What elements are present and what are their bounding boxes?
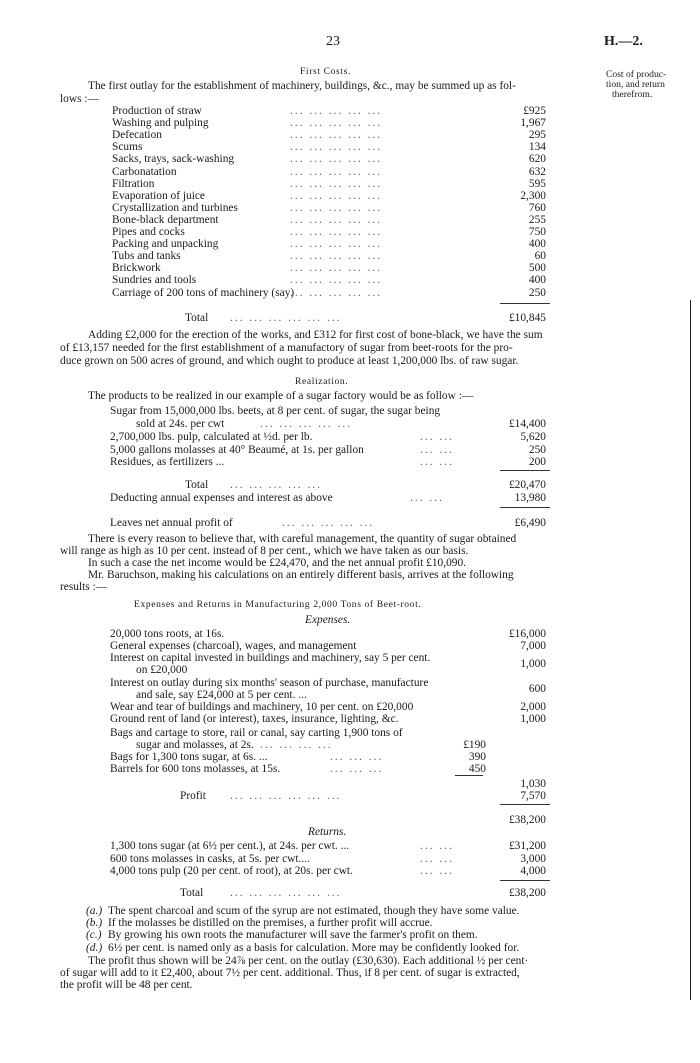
expense-row-label: Wear and tear of buildings and machinery, 10 per cent. on £20,000 bbox=[110, 700, 414, 713]
note-text: By growing his own roots the manufacturer will save the farmer's profit on them. bbox=[108, 929, 478, 942]
expenses-bags-line2: sugar and molasses, at 2s. bbox=[136, 739, 254, 751]
realization-profit-rule bbox=[500, 507, 550, 508]
first-cost-item-leader: ... ... ... ... ... bbox=[290, 274, 383, 287]
first-cost-item-leader: ... ... ... ... ... bbox=[290, 129, 383, 142]
first-cost-item-leader: ... ... ... ... ... bbox=[290, 177, 383, 190]
returns-item-label: 4,000 tons pulp (20 per cent. of root), at 20s. per cwt. bbox=[110, 865, 353, 877]
first-cost-item-label: Scums bbox=[112, 141, 143, 154]
first-cost-item-value: 620 bbox=[528, 153, 546, 166]
expenses-returns-heading: Expenses and Returns in Manufacturing 2,000 Tons of Beet-root. bbox=[134, 599, 422, 610]
first-cost-item-label: Carbonatation bbox=[112, 165, 177, 178]
expense-sub-item-value: 390 bbox=[468, 751, 486, 763]
realization-deduct-label: Deducting annual expenses and interest as above bbox=[110, 492, 333, 504]
first-cost-item-value: 595 bbox=[528, 177, 546, 190]
first-cost-item-leader: ... ... ... ... ... bbox=[290, 117, 383, 130]
first-cost-item-label: Sacks, trays, sack-washing bbox=[112, 153, 235, 166]
first-costs-para-1: Adding £2,000 for the erection of the works, and £312 for first cost of bone-black, we have the sum bbox=[88, 329, 543, 341]
first-cost-item-value: 134 bbox=[528, 141, 546, 154]
first-cost-item-leader: ... ... ... ... ... bbox=[290, 262, 383, 275]
first-cost-item-leader: ... ... ... ... ... bbox=[290, 286, 383, 299]
expenses-sub-rule bbox=[455, 775, 483, 776]
realization-item-label: 2,700,000 lbs. pulp, calculated at ½d. per lb. bbox=[110, 431, 313, 443]
first-cost-item-label: Defecation bbox=[112, 129, 162, 142]
realization-item1-leader: ... ... ... ... ... bbox=[260, 418, 353, 430]
expense-row-value: £16,000 bbox=[508, 628, 546, 640]
first-cost-item-value: 60 bbox=[534, 250, 546, 263]
realization-profit-leader: ... ... ... ... ... bbox=[282, 517, 375, 529]
note-mark: (b.) bbox=[86, 917, 103, 930]
expenses-bags-value: £190 bbox=[463, 739, 486, 751]
first-cost-item-value: 295 bbox=[528, 129, 546, 142]
realization-item-label: 5,000 gallons molasses at 40° Beaumé, at 1s. per gallon bbox=[110, 443, 364, 456]
realization-heading: Realization. bbox=[295, 376, 349, 387]
expense-row-value: 7,000 bbox=[520, 640, 546, 653]
first-cost-item-label: Sundries and tools bbox=[112, 274, 197, 287]
note-mark: (d.) bbox=[86, 941, 103, 954]
realization-item-leader: ... ... bbox=[420, 431, 454, 443]
returns-total-label: Total bbox=[180, 887, 204, 899]
first-cost-item-label: Brickwork bbox=[112, 262, 161, 275]
expenses-bags-line1: Bags and cartage to store, rail or canal, say carting 1,900 tons of bbox=[110, 727, 403, 739]
scan-edge-line bbox=[690, 300, 691, 1000]
first-costs-total-value: £10,845 bbox=[508, 312, 546, 324]
note-text: 6½ per cent. is named only as a basis for calculation. More may be confidently looked for. bbox=[108, 941, 520, 954]
realization-deduct-leader: ... ... bbox=[410, 492, 444, 504]
expense-row-value: 2,000 bbox=[520, 700, 546, 713]
realization-deduct-value: 13,980 bbox=[514, 492, 546, 504]
realization-profit-value: £6,490 bbox=[514, 517, 546, 529]
first-costs-total-leader: ... ... ... ... ... ... bbox=[230, 312, 342, 324]
returns-item-label: 600 tons molasses in casks, at 5s. per cwt.... bbox=[110, 852, 310, 865]
expense-sub-item-label: Bags for 1,300 tons sugar, at 6s. ... bbox=[110, 751, 268, 763]
expenses-subheading: Expenses. bbox=[305, 614, 351, 626]
expenses-profit-value: 7,570 bbox=[520, 790, 546, 802]
first-cost-item-label: Crystallization and turbines bbox=[112, 201, 238, 214]
first-cost-item-value: 1,967 bbox=[520, 117, 546, 130]
first-cost-item-leader: ... ... ... ... ... bbox=[290, 250, 383, 263]
first-cost-item-label: Evaporation of juice bbox=[112, 189, 205, 202]
realization-item-value: 5,620 bbox=[520, 431, 546, 443]
first-cost-item-label: Packing and unpacking bbox=[112, 238, 219, 251]
realization-item-leader: ... ... bbox=[420, 456, 454, 468]
expense-sub-item-label: Barrels for 600 tons molasses, at 15s. bbox=[110, 763, 281, 775]
closing-line-2: of sugar will add to it £2,400, about 7½ per cent. additional. Thus, if 8 per cent. of sugar is extracted, bbox=[60, 967, 520, 979]
first-cost-item-value: 255 bbox=[528, 213, 546, 226]
first-costs-total-rule bbox=[500, 303, 550, 304]
expense-row-label-cont: on £20,000 bbox=[136, 664, 188, 677]
expenses-grand-total: £38,200 bbox=[508, 814, 546, 826]
first-cost-item-value: £925 bbox=[523, 105, 546, 117]
realization-intro: The products to be realized in our example of a sugar factory would be as follow :— bbox=[88, 390, 474, 402]
expense-sub-item-leader: ... ... ... bbox=[330, 763, 384, 775]
expense-row-value: 600 bbox=[528, 682, 546, 695]
expense-row-label: Interest on capital invested in buildings and machinery, say 5 per cent. bbox=[110, 652, 431, 665]
first-cost-item-value: 750 bbox=[528, 226, 546, 238]
note-mark: (a.) bbox=[86, 905, 103, 917]
first-cost-item-leader: ... ... ... ... ... bbox=[290, 189, 383, 202]
first-costs-intro-2: lows :— bbox=[60, 93, 99, 105]
expenses-profit-leader: ... ... ... ... ... ... bbox=[230, 790, 342, 802]
first-cost-item-leader: ... ... ... ... ... bbox=[290, 105, 383, 117]
expense-row-value: 1,000 bbox=[520, 713, 546, 725]
first-costs-para-2: of £13,157 needed for the first establishment of a manufactory of sugar from beet-roots for the pro- bbox=[60, 342, 513, 354]
margin-note-line-1: Cost of produc- bbox=[606, 69, 667, 80]
returns-total-leader: ... ... ... ... ... ... bbox=[230, 887, 342, 899]
returns-item-label: 1,300 tons sugar (at 6½ per cent.), at 24s. per cwt. ... bbox=[110, 840, 350, 852]
first-costs-total-label: Total bbox=[185, 312, 209, 324]
realization-para-1: There is every reason to believe that, with careful management, the quantity of sugar obtained bbox=[88, 533, 517, 545]
returns-total-value: £38,200 bbox=[508, 887, 546, 899]
realization-item-value: 250 bbox=[528, 443, 546, 456]
first-cost-item-value: 760 bbox=[528, 201, 546, 214]
expense-sub-item-value: 450 bbox=[468, 763, 486, 775]
first-cost-item-value: 500 bbox=[528, 262, 546, 275]
closing-line-1: The profit thus shown will be 24⅞ per cent. on the outlay (£30,630). Each additional ½ per cent· bbox=[88, 955, 529, 967]
realization-item1-line2: sold at 24s. per cwt bbox=[136, 418, 225, 430]
returns-item-value: 3,000 bbox=[520, 852, 546, 865]
returns-subheading: Returns. bbox=[308, 826, 347, 838]
first-cost-item-leader: ... ... ... ... ... bbox=[290, 141, 383, 154]
page-number: 23 bbox=[326, 34, 340, 49]
expense-sub-item-leader: ... ... ... bbox=[330, 751, 384, 763]
note-text: If the molasses be distilled on the premises, a further profit will accrue. bbox=[108, 917, 433, 930]
margin-note-line-3: therefrom. bbox=[612, 89, 653, 100]
first-cost-item-value: 632 bbox=[528, 165, 546, 178]
realization-item-label: Residues, as fertilizers ... bbox=[110, 456, 225, 468]
returns-item-leader: ... ... bbox=[420, 852, 454, 865]
realization-item-leader: ... ... bbox=[420, 443, 454, 456]
first-cost-item-label: Washing and pulping bbox=[112, 117, 209, 130]
returns-total-rule bbox=[500, 880, 550, 881]
first-cost-item-leader: ... ... ... ... ... bbox=[290, 213, 383, 226]
realization-para-3: In such a case the net income would be £24,470, and the net annual profit £10,090. bbox=[88, 557, 467, 569]
first-cost-item-leader: ... ... ... ... ... bbox=[290, 238, 383, 251]
expense-row-label: General expenses (charcoal), wages, and management bbox=[110, 640, 357, 653]
returns-item-value: £31,200 bbox=[508, 840, 546, 852]
first-cost-item-leader: ... ... ... ... ... bbox=[290, 153, 383, 166]
expense-row-label: 20,000 tons roots, at 16s. bbox=[110, 628, 225, 640]
realization-total-label: Total bbox=[185, 479, 209, 491]
expense-row-label: Interest on outlay during six months' season of purchase, manufacture bbox=[110, 676, 429, 689]
expenses-profit-label: Profit bbox=[180, 790, 206, 802]
expenses-total-rule bbox=[500, 804, 550, 805]
first-costs-para-3: duce grown on 500 acres of ground, and which ought to produce at least 1,200,000 lbs. of raw sugar. bbox=[60, 355, 519, 367]
first-cost-item-leader: ... ... ... ... ... bbox=[290, 201, 383, 214]
realization-item-value: 200 bbox=[528, 456, 546, 468]
realization-item1-line1: Sugar from 15,000,000 lbs. beets, at 8 per cent. of sugar, the sugar being bbox=[110, 405, 441, 417]
first-cost-item-value: 250 bbox=[528, 286, 546, 299]
realization-para-5: results :— bbox=[60, 581, 108, 593]
expenses-sub-total: 1,030 bbox=[520, 778, 546, 790]
first-cost-item-label: Bone-black department bbox=[112, 213, 219, 226]
expense-row-value: 1,000 bbox=[520, 658, 546, 671]
margin-note-line-2: tion, and return bbox=[606, 79, 665, 90]
document-id: H.—2. bbox=[604, 34, 643, 49]
expense-row-label-cont: and sale, say £24,000 at 5 per cent. ... bbox=[136, 688, 307, 701]
first-cost-item-label: Pipes and cocks bbox=[112, 226, 185, 238]
first-cost-item-value: 400 bbox=[528, 238, 546, 251]
realization-total-rule bbox=[500, 470, 550, 471]
closing-line-3: the profit will be 48 per cent. bbox=[60, 979, 193, 991]
realization-para-2: will range as high as 10 per cent. instead of 8 per cent., which we have taken as our basis. bbox=[60, 545, 469, 557]
first-costs-intro-1: The first outlay for the establishment of machinery, buildings, &c., may be summed up as fol- bbox=[88, 80, 516, 92]
note-text: The spent charcoal and scum of the syrup are not estimated, though they have some value. bbox=[108, 905, 520, 917]
realization-profit-label: Leaves net annual profit of bbox=[110, 517, 233, 529]
returns-item-value: 4,000 bbox=[520, 865, 546, 877]
returns-item-leader: ... ... bbox=[420, 865, 454, 877]
realization-para-4: Mr. Baruchson, making his calculations on an entirely different basis, arrives at the following bbox=[88, 569, 514, 581]
first-cost-item-value: 400 bbox=[528, 274, 546, 287]
first-cost-item-label: Tubs and tanks bbox=[112, 250, 181, 263]
first-costs-heading: First Costs. bbox=[300, 66, 351, 77]
first-cost-item-leader: ... ... ... ... ... bbox=[290, 226, 383, 238]
expense-row-label: Ground rent of land (or interest), taxes, insurance, lighting, &c. bbox=[110, 713, 399, 725]
first-cost-item-label: Carriage of 200 tons of machinery (say) bbox=[112, 286, 295, 299]
note-mark: (c.) bbox=[86, 929, 102, 942]
realization-total-leader: ... ... ... ... ... bbox=[230, 479, 323, 491]
first-cost-item-value: 2,300 bbox=[520, 189, 546, 202]
realization-item1-value: £14,400 bbox=[508, 418, 546, 430]
expenses-bags-leader: ... ... ... ... bbox=[260, 739, 333, 751]
realization-total-value: £20,470 bbox=[508, 479, 546, 491]
first-cost-item-label: Production of straw bbox=[112, 105, 202, 117]
first-cost-item-leader: ... ... ... ... ... bbox=[290, 165, 383, 178]
returns-item-leader: ... ... bbox=[420, 840, 454, 852]
first-cost-item-label: Filtration bbox=[112, 177, 155, 190]
